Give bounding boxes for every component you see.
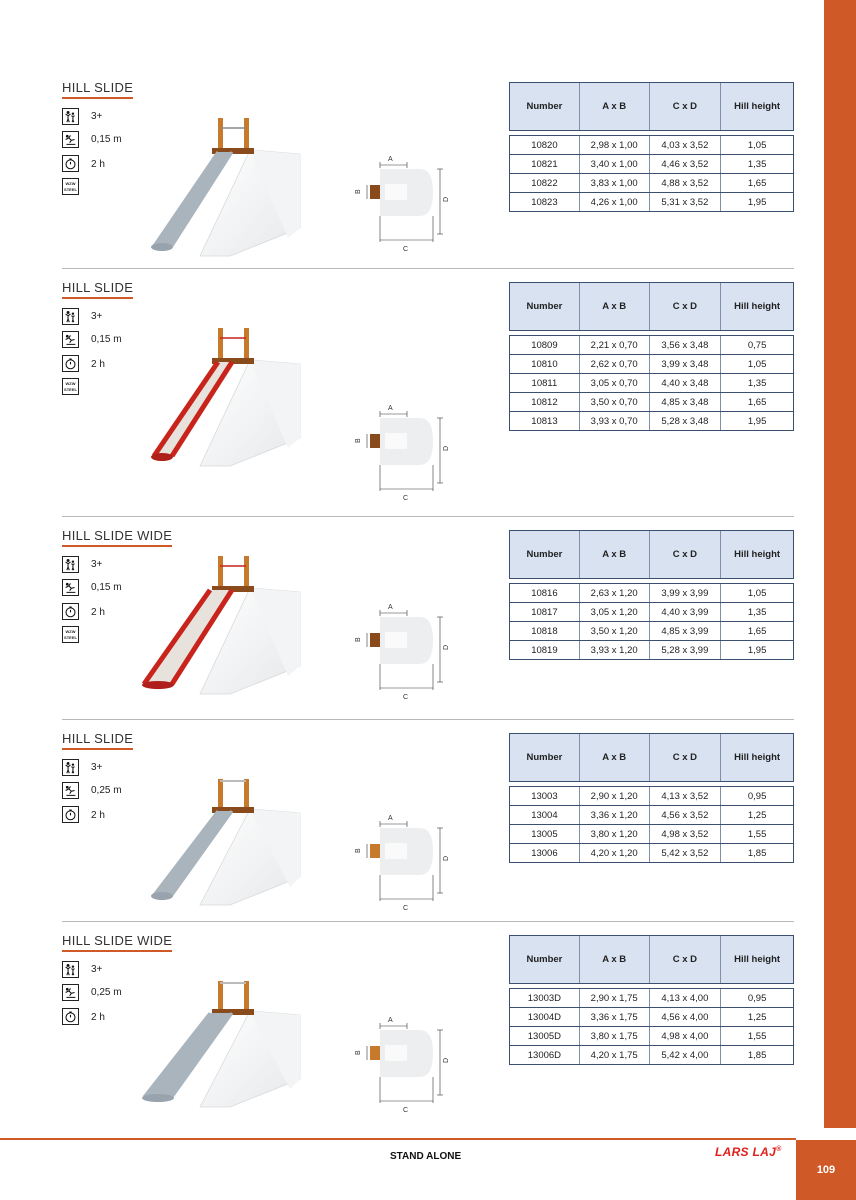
footprint-diagram (345, 1013, 460, 1123)
table-cell: 4,88 x 3,52 (649, 174, 721, 193)
table-cell: 10811 (510, 374, 580, 393)
table-cell: 1,55 (721, 825, 794, 844)
table-cell: 10820 (510, 136, 580, 155)
table-cell: 5,42 x 3,52 (649, 844, 721, 863)
post (244, 118, 249, 150)
table-row (510, 825, 794, 844)
table-cell: 4,85 x 3,48 (649, 393, 721, 412)
table-row (510, 1008, 794, 1027)
dim-a-label: A (388, 156, 393, 163)
table-cell: 4,56 x 4,00 (649, 1008, 721, 1027)
table-cell: 1,95 (721, 641, 794, 660)
dim-d-label: D (443, 445, 450, 451)
column-header: A x B (579, 734, 649, 782)
age-value: 3+ (91, 964, 103, 975)
table-row (510, 787, 794, 806)
dim-c-label: C (403, 246, 409, 253)
product-title: HILL SLIDE (62, 280, 133, 299)
table-cell: 2,98 x 1,00 (579, 136, 649, 155)
fall-height-icon (62, 579, 79, 596)
post (244, 556, 249, 588)
product-section (0, 516, 824, 716)
section-divider (62, 719, 794, 720)
table-cell: 1,35 (721, 603, 794, 622)
column-header: A x B (579, 283, 649, 331)
table-cell: 0,75 (721, 336, 794, 355)
table-cell: 10818 (510, 622, 580, 641)
table-cell: 3,99 x 3,48 (649, 355, 721, 374)
table-cell: 1,95 (721, 193, 794, 212)
table-cell: 4,40 x 3,99 (649, 603, 721, 622)
table-cell: 3,50 x 0,70 (579, 393, 649, 412)
fall-height-icon (62, 331, 79, 348)
table-cell: 1,25 (721, 806, 794, 825)
install-time-icon (62, 806, 79, 823)
age-icon (62, 308, 79, 325)
fall-height-icon (62, 984, 79, 1001)
column-header: Number (510, 936, 580, 984)
table-cell: 13006D (510, 1046, 580, 1065)
fall-height-value: 0,15 m (91, 582, 122, 593)
install-time-icon (62, 603, 79, 620)
spec-table (509, 530, 794, 660)
table-cell: 1,35 (721, 155, 794, 174)
install-time-value: 2 h (91, 607, 105, 618)
table-row (510, 412, 794, 431)
table-cell: 3,40 x 1,00 (579, 155, 649, 174)
table-cell: 5,28 x 3,48 (649, 412, 721, 431)
table-cell: 3,99 x 3,99 (649, 584, 721, 603)
table-cell: 4,26 x 1,00 (579, 193, 649, 212)
table-cell: 13003D (510, 989, 580, 1008)
table-cell: 10822 (510, 174, 580, 193)
table-row (510, 193, 794, 212)
dim-b-label: B (355, 848, 362, 853)
product-title: HILL SLIDE (62, 731, 133, 750)
table-cell: 1,55 (721, 1027, 794, 1046)
brand-logo: LARS LAJ® (715, 1145, 782, 1159)
table-cell: 3,05 x 1,20 (579, 603, 649, 622)
dim-a-label: A (388, 815, 393, 822)
deck-plan (370, 633, 380, 647)
table-cell: 4,40 x 3,48 (649, 374, 721, 393)
table-cell: 4,46 x 3,52 (649, 155, 721, 174)
table-cell: 1,25 (721, 1008, 794, 1027)
dim-b-label: B (355, 189, 362, 194)
fall-height-icon (62, 782, 79, 799)
dim-d-label: D (443, 855, 450, 861)
table-cell: 2,62 x 0,70 (579, 355, 649, 374)
table-cell: 10813 (510, 412, 580, 431)
table-cell: 4,85 x 3,99 (649, 622, 721, 641)
table-cell: 13005 (510, 825, 580, 844)
product-section (0, 719, 824, 919)
install-time-value: 2 h (91, 159, 105, 170)
table-cell: 0,95 (721, 989, 794, 1008)
table-cell: 2,90 x 1,20 (579, 787, 649, 806)
post (244, 779, 249, 809)
table-cell: 1,05 (721, 355, 794, 374)
column-header: A x B (579, 531, 649, 579)
table-cell: 10817 (510, 603, 580, 622)
table-cell: 4,98 x 3,52 (649, 825, 721, 844)
install-time-value: 2 h (91, 1012, 105, 1023)
table-row (510, 584, 794, 603)
table-cell: 10823 (510, 193, 580, 212)
column-header: A x B (579, 83, 649, 131)
spec-table (509, 282, 794, 431)
spec-table (509, 82, 794, 212)
table-cell: 3,80 x 1,20 (579, 825, 649, 844)
post (244, 981, 249, 1011)
fall-height-value: 0,15 m (91, 334, 122, 345)
table-cell: 3,50 x 1,20 (579, 622, 649, 641)
column-header: Hill height (721, 531, 794, 579)
dim-a-label: A (388, 604, 393, 611)
table-cell: 4,56 x 3,52 (649, 806, 721, 825)
table-cell: 13005D (510, 1027, 580, 1046)
table-cell: 4,13 x 4,00 (649, 989, 721, 1008)
footprint-diagram (345, 152, 460, 262)
fall-height-value: 0,25 m (91, 987, 122, 998)
column-header: Number (510, 283, 580, 331)
table-cell: 4,20 x 1,75 (579, 1046, 649, 1065)
table-cell: 5,42 x 4,00 (649, 1046, 721, 1065)
table-cell: 1,95 (721, 412, 794, 431)
table-cell: 10810 (510, 355, 580, 374)
table-cell: 3,80 x 1,75 (579, 1027, 649, 1046)
column-header: C x D (649, 936, 721, 984)
page-number: 109 (796, 1140, 856, 1200)
dim-d-label: D (443, 196, 450, 202)
age-icon (62, 759, 79, 776)
deck-plan (370, 434, 380, 448)
post (218, 779, 223, 809)
table-cell: 5,31 x 3,52 (649, 193, 721, 212)
post (218, 556, 223, 588)
post (218, 328, 223, 360)
table-row (510, 174, 794, 193)
table-cell: 1,65 (721, 174, 794, 193)
table-row (510, 603, 794, 622)
dim-c-label: C (403, 495, 409, 502)
table-row (510, 136, 794, 155)
table-cell: 1,05 (721, 584, 794, 603)
steel-badge-icon: WZW STEEL (62, 626, 79, 643)
table-row (510, 844, 794, 863)
table-cell: 1,85 (721, 1046, 794, 1065)
dim-a-label: A (388, 1017, 393, 1024)
product-title: HILL SLIDE WIDE (62, 528, 172, 547)
section-divider (62, 516, 794, 517)
product-title: HILL SLIDE (62, 80, 133, 99)
table-row (510, 1027, 794, 1046)
age-value: 3+ (91, 559, 103, 570)
table-cell: 10821 (510, 155, 580, 174)
fall-height-value: 0,25 m (91, 785, 122, 796)
column-header: A x B (579, 936, 649, 984)
dim-c-label: C (403, 694, 409, 701)
table-row (510, 155, 794, 174)
table-cell: 13004D (510, 1008, 580, 1027)
table-cell: 3,56 x 3,48 (649, 336, 721, 355)
post (218, 118, 223, 150)
fall-height-value: 0,15 m (91, 134, 122, 145)
column-header: C x D (649, 283, 721, 331)
spec-table (509, 733, 794, 863)
deck-plan (370, 185, 380, 199)
table-row (510, 1046, 794, 1065)
column-header: Hill height (721, 83, 794, 131)
footer-divider (0, 1138, 796, 1140)
install-time-icon (62, 155, 79, 172)
steel-badge-icon: WZW STEEL (62, 378, 79, 395)
dim-c-label: C (403, 1107, 409, 1114)
age-icon (62, 556, 79, 573)
table-row (510, 374, 794, 393)
install-time-value: 2 h (91, 359, 105, 370)
table-cell: 4,98 x 4,00 (649, 1027, 721, 1046)
section-divider (62, 921, 794, 922)
column-header: Number (510, 83, 580, 131)
table-cell: 10816 (510, 584, 580, 603)
table-cell: 10819 (510, 641, 580, 660)
table-cell: 5,28 x 3,99 (649, 641, 721, 660)
install-time-icon (62, 355, 79, 372)
table-cell: 4,03 x 3,52 (649, 136, 721, 155)
product-illustration (140, 969, 310, 1109)
column-header: Hill height (721, 734, 794, 782)
table-cell: 1,05 (721, 136, 794, 155)
product-illustration (140, 767, 310, 907)
product-illustration (140, 118, 310, 258)
footprint-diagram (345, 401, 460, 511)
product-section (0, 921, 824, 1121)
dim-b-label: B (355, 438, 362, 443)
deck-plan (370, 844, 380, 858)
table-row (510, 336, 794, 355)
dim-b-label: B (355, 1050, 362, 1055)
table-row (510, 393, 794, 412)
footprint-diagram (345, 600, 460, 710)
table-cell: 10809 (510, 336, 580, 355)
table-cell: 3,93 x 0,70 (579, 412, 649, 431)
age-value: 3+ (91, 311, 103, 322)
table-row (510, 355, 794, 374)
table-cell: 3,05 x 0,70 (579, 374, 649, 393)
age-value: 3+ (91, 762, 103, 773)
table-cell: 2,63 x 1,20 (579, 584, 649, 603)
table-cell: 13006 (510, 844, 580, 863)
table-row (510, 641, 794, 660)
post (218, 981, 223, 1011)
table-cell: 4,13 x 3,52 (649, 787, 721, 806)
footprint-diagram (345, 811, 460, 921)
column-header: Number (510, 531, 580, 579)
dim-b-label: B (355, 637, 362, 642)
table-cell: 3,93 x 1,20 (579, 641, 649, 660)
product-illustration (140, 556, 310, 696)
install-time-icon (62, 1008, 79, 1025)
dim-a-label: A (388, 405, 393, 412)
column-header: Hill height (721, 936, 794, 984)
steel-badge-icon: WZW STEEL (62, 178, 79, 195)
age-icon (62, 961, 79, 978)
section-divider (62, 268, 794, 269)
age-icon (62, 108, 79, 125)
column-header: Hill height (721, 283, 794, 331)
fall-height-icon (62, 131, 79, 148)
product-illustration (140, 328, 310, 468)
install-time-value: 2 h (91, 810, 105, 821)
table-cell: 3,83 x 1,00 (579, 174, 649, 193)
table-cell: 13004 (510, 806, 580, 825)
table-row (510, 622, 794, 641)
table-cell: 0,95 (721, 787, 794, 806)
product-title: HILL SLIDE WIDE (62, 933, 172, 952)
spec-table (509, 935, 794, 1065)
deck-plan (370, 1046, 380, 1060)
dim-d-label: D (443, 644, 450, 650)
table-row (510, 989, 794, 1008)
table-cell: 10812 (510, 393, 580, 412)
table-row (510, 806, 794, 825)
table-cell: 1,85 (721, 844, 794, 863)
column-header: C x D (649, 83, 721, 131)
table-cell: 1,65 (721, 393, 794, 412)
table-cell: 1,65 (721, 622, 794, 641)
table-cell: 3,36 x 1,75 (579, 1008, 649, 1027)
post (244, 328, 249, 360)
dim-d-label: D (443, 1057, 450, 1063)
table-cell: 3,36 x 1,20 (579, 806, 649, 825)
table-cell: 1,35 (721, 374, 794, 393)
table-cell: 4,20 x 1,20 (579, 844, 649, 863)
accent-side-bar (824, 0, 856, 1128)
column-header: C x D (649, 734, 721, 782)
footer-category: STAND ALONE (390, 1151, 462, 1162)
column-header: Number (510, 734, 580, 782)
table-cell: 2,21 x 0,70 (579, 336, 649, 355)
age-value: 3+ (91, 111, 103, 122)
column-header: C x D (649, 531, 721, 579)
dim-c-label: C (403, 905, 409, 912)
table-cell: 2,90 x 1,75 (579, 989, 649, 1008)
product-section (0, 268, 824, 502)
product-section (0, 68, 824, 268)
table-cell: 13003 (510, 787, 580, 806)
